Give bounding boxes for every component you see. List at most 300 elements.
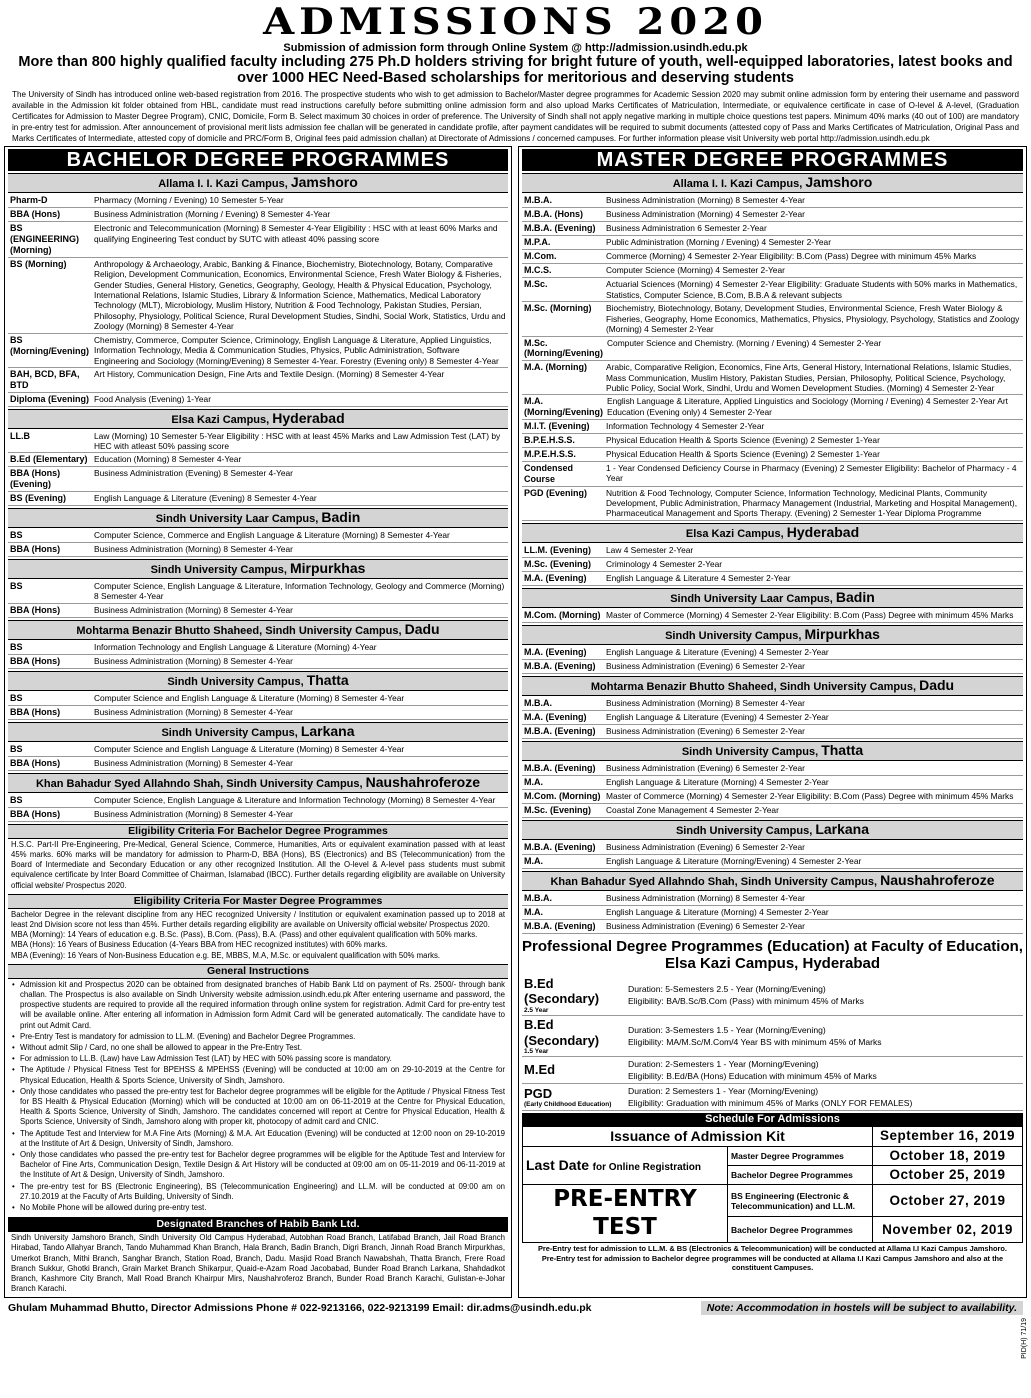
campus-name: Larkana bbox=[300, 722, 355, 739]
campus-heading bbox=[8, 722, 508, 742]
program-description: Electronic and Telecommunication (Morning) 8 Semester 4-Year Eligibility : HSC with at least 60% Marks and qualifying Engineering Test conduct by SUTC with atleast 40% passing score bbox=[94, 223, 498, 244]
campus-prefix: Sindh University Campus, bbox=[167, 675, 304, 688]
program-row bbox=[8, 208, 508, 222]
program-description: Business Administration (Morning) 8 Semester 4-Year bbox=[94, 543, 293, 554]
campus-name: Dadu bbox=[404, 620, 440, 637]
program-row bbox=[8, 543, 508, 557]
pet-date-1: October 27, 2019 bbox=[873, 1185, 1023, 1217]
program-code: M.Com. (Morning) bbox=[524, 790, 601, 801]
program-row bbox=[8, 655, 508, 669]
professional-eligibility: Eligibility: MA/M.Sc/M.Com/4 Year BS with minimum 45% of Marks bbox=[628, 1037, 882, 1047]
program-row bbox=[522, 558, 1023, 572]
professional-program-name: B.Ed (Secondary) bbox=[524, 975, 600, 1007]
campus-name: Hyderabad bbox=[786, 523, 860, 540]
pet-date-2: November 02, 2019 bbox=[873, 1217, 1023, 1243]
program-code: PGD (Evening) bbox=[524, 487, 588, 498]
program-row bbox=[8, 467, 508, 492]
professional-program-name: M.Ed bbox=[524, 1062, 556, 1078]
program-code: M.Com. (Morning) bbox=[524, 609, 601, 620]
program-row bbox=[522, 487, 1023, 521]
program-description: Master of Commerce (Morning) 4 Semester 2-Year Eligibility: B.Com (Pass) Degree with minimum 45% Marks bbox=[606, 790, 1014, 801]
kit-date: September 16, 2019 bbox=[873, 1127, 1023, 1147]
campus-prefix: Elsa Kazi Campus, bbox=[171, 413, 270, 426]
campus-heading bbox=[8, 773, 508, 793]
professional-program-sub: 1.5 Year bbox=[524, 1048, 549, 1056]
program-code: M.A. (Evening) bbox=[524, 572, 587, 583]
campus-prefix: Khan Bahadur Syed Allahndo Shah, Sindh University Campus, bbox=[550, 875, 878, 888]
program-row bbox=[8, 222, 508, 257]
program-description: Nutrition & Food Technology, Computer Science, Information Technology, Medicinal Plants, Community Development, Public Administration, Pharmacy Management (Industrial, Marketing and Hospital Management), Pharmaceutical Management and Sports Therapy. (Evening) 2 Semester 1-Year Diploma Programme bbox=[606, 487, 1018, 519]
professional-duration: Duration: 2-Semesters 1 - Year (Morning/Evening) bbox=[628, 1059, 819, 1070]
campus-name: Jamshoro bbox=[290, 174, 358, 191]
professional-row bbox=[522, 1084, 1023, 1111]
campus-heading bbox=[522, 173, 1023, 193]
campus-prefix: Sindh University Campus, bbox=[681, 745, 819, 758]
program-row bbox=[522, 609, 1023, 623]
program-row bbox=[522, 841, 1023, 855]
program-description: Law (Morning) 10 Semester 5-Year Eligibility : HSC with at least 45% Marks and Law Admission Test (LAT) by HEC with atleast 50% passing score bbox=[94, 430, 501, 451]
program-code: M.A. bbox=[524, 776, 543, 787]
program-description: Business Administration (Evening) 6 Semester 2-Year bbox=[606, 660, 805, 671]
program-row bbox=[522, 906, 1023, 920]
professional-title: Professional Degree Programmes (Education) at Faculty of Education, Elsa Kazi Campus, Hyderabad bbox=[522, 937, 1023, 972]
program-code: M.Sc. (Morning) bbox=[524, 303, 592, 314]
master-column bbox=[518, 146, 1027, 1298]
program-row bbox=[522, 544, 1023, 558]
program-description: Criminology 4 Semester 2-Year bbox=[606, 558, 723, 569]
program-row bbox=[522, 776, 1023, 790]
campus-heading bbox=[8, 508, 508, 528]
program-row bbox=[522, 790, 1023, 804]
page-title: ADMISSIONS 2020 bbox=[263, 0, 768, 44]
program-row bbox=[8, 743, 508, 757]
program-code: M.Sc. (Morning/Evening) bbox=[524, 337, 603, 359]
professional-row bbox=[522, 1016, 1023, 1057]
program-row bbox=[522, 361, 1023, 395]
admission-advertisement bbox=[0, 2, 1031, 1398]
program-description: Business Administration (Evening) 6 Semester 2-Year bbox=[606, 725, 805, 736]
professional-details bbox=[626, 982, 1023, 1008]
program-description: Physical Education Health & Sports Science (Evening) 2 Semester 1-Year bbox=[606, 448, 880, 459]
program-code: M.I.T. (Evening) bbox=[524, 420, 590, 431]
professional-duration: Duration: 5-Semesters 2.5 - Year (Morning/Evening) bbox=[628, 983, 826, 994]
program-row bbox=[8, 692, 508, 706]
professional-eligibility: Eligibility: BA/B.Sc/B.Com (Pass) with minimum 45% of Marks bbox=[628, 995, 864, 1006]
last-prog-1: Master Degree Programmes bbox=[728, 1146, 873, 1165]
program-row bbox=[522, 697, 1023, 711]
hbl-branches: Sindh University Jamshoro Branch, Sindh University Old Campus Hyderabad, Autobhan Road Branch, Latifabad Branch, Jail Road Branch Hirabad, Tando Allahyar Branch, Tando Muhammad Khan Branch, Hala Branch, Badin Branch, Digri Branch, Jinnah Road Branch Mirpurkhas, Umerkot Branch, Mithi Branch, Sanghar Branch, Station Road, Branch, Dadu. Masjid Road Branch Nawabshah, Thatta Branch, Frere Road Branch Sukkur, Ghotki Branch, Grain Market Branch Shikarpur, Quaid-e-Azam Road Jacobabad, Bunder Road Branch Larkana, Shahdadkot Branch, Kashmore City Branch, Mall Road Branch Khairpur Mirs, Naushahroferoz Branch, Bunder Road Branch Karachi, Gulistan-e-Johar Branch Karachi. bbox=[11, 1233, 505, 1294]
program-code: BBA (Hons) bbox=[10, 757, 61, 768]
elig-bachelor-title: Eligibility Criteria For Bachelor Degree Programmes bbox=[8, 824, 508, 839]
program-row bbox=[522, 892, 1023, 906]
elig-bachelor-text: H.S.C. Part-II Pre-Engineering, Pre-Medical, General Science, Commerce, Humanities, Arts or equivalent examination passed with at least 45% marks. 60% marks will be mandatory for admission to Pharm-D, BBA (Hons), BS (Electronics) and BS (Telecommunication) from the Board of Intermediate and Secondary Education or any other recognized Institution. All the O-level & A-level pass students must submit equivalence certificate by Inter Board Committee of Chairman, Islamabad (IBCC). Further details regarding eligibility are available on University official website/ Prospectus 2020. bbox=[11, 839, 505, 890]
program-code: BS bbox=[10, 743, 23, 754]
program-row bbox=[8, 393, 508, 407]
program-description: Food Analysis (Evening) 1-Year bbox=[94, 393, 212, 404]
campus-heading bbox=[522, 741, 1023, 761]
program-row bbox=[8, 492, 508, 506]
program-code: B.P.E.H.S.S. bbox=[524, 434, 575, 445]
campus-prefix: Allama I. I. Kazi Campus, bbox=[158, 178, 288, 191]
campus-heading bbox=[522, 676, 1023, 696]
program-row bbox=[522, 725, 1023, 739]
elig-master-para: Bachelor Degree in the relevant discipline from any HEC recognized University / Institution or equivalent examination passed up to 2018 at least 2nd Division score not less than 45%. Further details regarding eligibility are available on University official website/ Prospectus 2020. bbox=[11, 909, 505, 929]
tagline: More than 800 highly qualified faculty including 275 Ph.D holders striving for bright future of youth, well-equipped laboratories, latest books and over 1000 HEC Need-Based scholarships for meritorious and deserving students bbox=[18, 54, 1013, 86]
professional-program-sub: (Early Childhood Education) bbox=[524, 1101, 612, 1109]
program-description: Business Administration 6 Semester 2-Year bbox=[606, 223, 767, 234]
pet-prog-2: Bachelor Degree Programmes bbox=[728, 1217, 873, 1243]
program-code: LL.B bbox=[10, 430, 30, 441]
campus-heading bbox=[522, 625, 1023, 645]
professional-details bbox=[626, 1023, 1023, 1049]
program-row bbox=[8, 430, 508, 454]
program-code: M.Sc. (Evening) bbox=[524, 804, 592, 815]
campus-name: Naushahroferoze bbox=[365, 773, 480, 790]
program-row bbox=[522, 762, 1023, 776]
elig-master-line: MBA (Hons): 16 Years of Business Education (4-Years BBA from HEC recognized institutes) with 60% marks. bbox=[11, 940, 388, 950]
program-row bbox=[522, 646, 1023, 660]
program-code: Pharm-D bbox=[10, 195, 48, 206]
pet-prog-1: BS Engineering (Electronic & Telecommunication) and LL.M. bbox=[728, 1185, 873, 1217]
program-code: BS (Evening) bbox=[10, 492, 67, 503]
professional-duration: Duration: 2 Semesters 1 - Year (Morning/Evening) bbox=[628, 1086, 819, 1097]
program-code: M.B.A. (Evening) bbox=[524, 920, 596, 931]
program-description: Education (Morning) 8 Semester 4-Year bbox=[94, 454, 242, 465]
program-code: BBA (Hons) (Evening) bbox=[10, 468, 61, 490]
program-code: M.P.A. bbox=[524, 237, 551, 248]
professional-program-name: B.Ed (Secondary) bbox=[524, 1016, 600, 1048]
schedule-notes bbox=[522, 1244, 1023, 1273]
program-row bbox=[522, 194, 1023, 208]
instruction-item: • Only those candidates who passed the pre-entry test for Bachelor degree programmes will be eligible for the Aptitude Test and Interview for Bachelor of Fine Arts, Communication Design, Textile Design & Art History will be conducted at 09:00 am on 05-11-2019 and 06-11-2019 at the Institute of Art & Design, University of Sindh, Jamshoro. bbox=[11, 1150, 505, 1181]
program-description: Computer Science, English Language & Literature and Information Technology (Morning) 8 Semester 4-Year bbox=[94, 794, 496, 805]
program-row bbox=[8, 368, 508, 393]
program-code: M.B.A. (Evening) bbox=[524, 660, 596, 671]
campus-prefix: Sindh University Laar Campus, bbox=[155, 512, 319, 525]
campus-name: Mirpurkhas bbox=[804, 625, 880, 642]
program-code: M.B.A. (Evening) bbox=[524, 841, 596, 852]
campus-heading bbox=[8, 559, 508, 579]
program-row bbox=[8, 641, 508, 655]
kit-label: Issuance of Admission Kit bbox=[523, 1127, 873, 1147]
program-row bbox=[522, 448, 1023, 462]
accommodation-note: Note: Accommodation in hostels will be subject to availability. bbox=[701, 1301, 1023, 1315]
program-description: Actuarial Sciences (Morning) 4 Semester 2-Year Eligibility: Graduate Students with 50% marks in Mathematics, Statistics, Computer Science, B.Com, B.B.A & relevant subjects bbox=[606, 279, 1018, 300]
program-row bbox=[522, 302, 1023, 336]
professional-eligibility: Eligibility: B.Ed/BA (Hons) Education with minimum 45% of Marks bbox=[628, 1071, 877, 1082]
program-code: BBA (Hons) bbox=[10, 808, 61, 819]
professional-row bbox=[522, 975, 1023, 1016]
program-code: M.B.A. bbox=[524, 697, 552, 708]
program-code: Condensed Course bbox=[524, 462, 574, 484]
campus-name: Larkana bbox=[815, 820, 870, 837]
program-description: Biochemistry, Biotechnology, Botany, Development Studies, Environmental Science, Fresh Water Biology & Fisheries, Geography, Home Economics, Mathematics, Physics, Physiology, Psychology, Statistics and Zoology (Morning) 4 Semester 2-Year bbox=[606, 303, 1020, 335]
professional-program-sub: 2.5 Year bbox=[524, 1006, 549, 1014]
program-code: LL.M. (Evening) bbox=[524, 544, 591, 555]
program-code: M.A. bbox=[524, 906, 543, 917]
campus-heading bbox=[8, 620, 508, 640]
contact-line: Ghulam Muhammad Bhutto, Director Admissions Phone # 022-9213166, 022-9213199 Email: dir.adms@usindh.edu.pk bbox=[8, 1302, 592, 1315]
professional-program-name: PGD bbox=[524, 1085, 553, 1101]
professional-eligibility: Eligibility: Graduation with minimum 45% of Marks (ONLY FOR FEMALES) bbox=[628, 1098, 913, 1109]
program-row bbox=[8, 194, 508, 208]
program-description: English Language & Literature (Evening) 8 Semester 4-Year bbox=[94, 492, 317, 503]
program-description: Business Administration (Evening) 6 Semester 2-Year bbox=[606, 841, 805, 852]
program-description: Master of Commerce (Morning) 4 Semester 2-Year Eligibility: B.Com (Pass) Degree with minimum 45% Marks bbox=[606, 609, 1014, 620]
elig-master-line: MBA (Morning): 14 Years of education e.g. B.Sc. (Pass), B.Com. (Pass), B.A. (Pass) and other equivalent qualification with 50% marks. bbox=[11, 930, 478, 940]
program-row bbox=[8, 604, 508, 618]
professional-program bbox=[522, 1061, 626, 1079]
program-row bbox=[522, 208, 1023, 222]
program-description: Computer Science (Morning) 4 Semester 2-Year bbox=[606, 265, 785, 276]
program-description: English Language & Literature 4 Semester 2-Year bbox=[606, 572, 791, 583]
program-code: BS (Morning/Evening) bbox=[10, 334, 89, 356]
program-row bbox=[8, 757, 508, 771]
program-row bbox=[522, 420, 1023, 434]
elig-master-title: Eligibility Criteria For Master Degree Programmes bbox=[8, 894, 508, 909]
elig-master-text bbox=[8, 909, 508, 962]
program-description: Business Administration (Morning) 8 Semester 4-Year bbox=[606, 697, 805, 708]
bachelor-column bbox=[4, 146, 512, 1298]
instruction-item: • Pre-Entry Test is mandatory for admission to LL.M. (Evening) and Bachelor Degree Programmes. bbox=[11, 1032, 505, 1042]
program-code: BAH, BCD, BFA, BTD bbox=[10, 368, 80, 390]
last-date-main: Last Date bbox=[526, 1157, 590, 1174]
program-row bbox=[522, 855, 1023, 869]
instruction-item: • No Mobile Phone will be allowed during pre-entry test. bbox=[11, 1203, 505, 1213]
program-row bbox=[522, 236, 1023, 250]
pre-entry-test-label: PRE-ENTRY TEST bbox=[523, 1185, 728, 1243]
program-code: BS bbox=[10, 641, 23, 652]
program-code: M.Com. bbox=[524, 251, 557, 262]
campus-name: Thatta bbox=[306, 671, 349, 688]
campus-name: Naushahroferoze bbox=[880, 871, 995, 888]
program-code: B.Ed (Elementary) bbox=[10, 454, 88, 465]
program-row bbox=[522, 920, 1023, 934]
program-code: M.B.A. (Hons) bbox=[524, 209, 583, 220]
last-date-sub: for Online Registration bbox=[592, 1162, 701, 1174]
program-code: BS bbox=[10, 794, 23, 805]
program-row bbox=[522, 278, 1023, 302]
last-date-label bbox=[523, 1146, 728, 1184]
professional-details bbox=[626, 1084, 1023, 1110]
program-code: M.A. (Evening) bbox=[524, 711, 587, 722]
campus-name: Badin bbox=[321, 508, 361, 525]
program-code: M.C.S. bbox=[524, 265, 552, 276]
program-description: English Language & Literature (Morning) 4 Semester 2-Year bbox=[606, 906, 829, 917]
program-row bbox=[8, 529, 508, 543]
instruction-item: • The pre-entry test for BS (Electronic Engineering), BS (Telecommunication Engineering) and LL.M. will be conducted at 09:00 am on 27.10.2019 at the Faculty of Arts Building, University of Sindh. bbox=[11, 1182, 505, 1202]
program-row bbox=[522, 572, 1023, 586]
program-description: English Language & Literature (Evening) 4 Semester 2-Year bbox=[606, 646, 829, 657]
program-description: Business Administration (Morning) 4 Semester 2-Year bbox=[606, 209, 805, 220]
program-description: Law 4 Semester 2-Year bbox=[606, 544, 694, 555]
program-description: Information Technology 4 Semester 2-Year bbox=[606, 420, 765, 431]
program-description: Arabic, Comparative Religion, Economics, Fine Arts, General History, International Relations, Islamic Studies, Mass Communication, Muslim History, Pakistan Studies, Persian, Philosophy, Political Science, Psychology, Public Policy, Social Work, Sindhi, Urdu and Women Development Studies. (Morning) 4 Semester 2-Year bbox=[606, 362, 1012, 393]
program-description: Computer Science and English Language & Literature (Morning) 8 Semester 4-Year bbox=[94, 743, 405, 754]
professional-program bbox=[522, 1016, 626, 1056]
program-row bbox=[522, 222, 1023, 236]
program-description: English Language & Literature (Morning/Evening) 4 Semester 2-Year bbox=[606, 855, 862, 866]
elig-master-line: MBA (Evening): 16 Years of Non-Business Education e.g. BE, MBBS, M.A, M.Sc. or equivalent qualification with 50% marks. bbox=[11, 950, 441, 960]
program-row bbox=[8, 580, 508, 604]
instruction-item: • The Aptitude Test and Interview for M.A Fine Arts (Morning) & M.A. Art Education (Evening) will be conducted at 12:00 noon on 29-10-2019 at the Institute of Art & Design, University of Sindh, Jamshoro. bbox=[11, 1129, 505, 1149]
program-row bbox=[522, 804, 1023, 818]
program-row bbox=[522, 711, 1023, 725]
footer bbox=[4, 1301, 1027, 1315]
campus-prefix: Sindh University Campus, bbox=[675, 824, 813, 837]
campus-prefix: Elsa Kazi Campus, bbox=[685, 527, 784, 540]
program-description: English Language & Literature (Evening) 4 Semester 2-Year bbox=[606, 711, 829, 722]
program-code: BS (ENGINEERING) (Morning) bbox=[10, 223, 80, 256]
program-row bbox=[522, 337, 1023, 362]
program-description: Business Administration (Morning / Evening) 8 Semester 4-Year bbox=[94, 209, 331, 220]
schedule-title: Schedule For Admissions bbox=[522, 1113, 1023, 1126]
campus-heading bbox=[522, 820, 1023, 840]
campus-heading bbox=[522, 871, 1023, 891]
program-code: M.A. (Morning) bbox=[524, 362, 587, 373]
publication-code: PID(H) 71/19 bbox=[1020, 1318, 1028, 1359]
program-code: M.B.A. (Evening) bbox=[524, 725, 596, 736]
program-code: BBA (Hons) bbox=[10, 604, 61, 615]
program-description: Business Administration (Morning) 8 Semester 4-Year bbox=[94, 655, 293, 666]
campus-heading bbox=[8, 409, 508, 429]
program-description: English Language & Literature (Morning) 4 Semester 2-Year bbox=[606, 776, 829, 787]
program-row bbox=[522, 264, 1023, 278]
program-row bbox=[522, 434, 1023, 448]
program-description: Business Administration (Morning) 8 Semester 4-Year bbox=[94, 757, 293, 768]
program-row bbox=[8, 334, 508, 368]
hbl-title: Designated Branches of Habib Bank Ltd. bbox=[8, 1217, 508, 1232]
campus-name: Hyderabad bbox=[272, 409, 345, 426]
professional-program bbox=[522, 975, 626, 1015]
program-code: BS bbox=[10, 529, 23, 540]
program-code: Diploma (Evening) bbox=[10, 393, 90, 404]
master-heading: MASTER DEGREE PROGRAMMES bbox=[522, 149, 1023, 171]
program-description: Public Administration (Morning / Evening) 4 Semester 2-Year bbox=[606, 237, 831, 248]
program-description: 1 - Year Condensed Deficiency Course in Pharmacy (Evening) 2 Semester Eligibility: Bachelor of Pharmacy - 4 Year bbox=[606, 462, 1017, 484]
program-description: Business Administration (Morning) 8 Semester 4-Year bbox=[94, 808, 293, 819]
program-description: Commerce (Morning) 4 Semester 2-Year Eligibility: B.Com (Pass) Degree with minimum 45% Marks bbox=[606, 251, 977, 262]
program-code: M.Sc. (Evening) bbox=[524, 558, 592, 569]
program-code: M.A. (Evening) bbox=[524, 646, 587, 657]
program-description: Business Administration (Evening) 8 Semester 4-Year bbox=[94, 468, 293, 479]
program-description: Business Administration (Morning) 8 Semester 4-Year bbox=[94, 604, 293, 615]
program-code: BS (Morning) bbox=[10, 258, 67, 269]
instruction-item: • Admission kit and Prospectus 2020 can be obtained from designated branches of Habib Bank Ltd on payment of Rs. 2500/- through bank challan. The Prospectus is also available on Sindh University website admission.usindh.edu.pk After entering username and password, the prospective students are required to provide all the required information through online system for registration. Admit Card for pre-entry test will be available online. After entering all information in Admission form Admit Card will be generated automatically. The candidate have to print out Admit Card. bbox=[11, 980, 505, 1031]
campus-prefix: Mohtarma Benazir Bhutto Shaheed, Sindh University Campus, bbox=[590, 680, 917, 693]
program-description: Business Administration (Morning) 8 Semester 4-Year bbox=[94, 706, 293, 717]
schedule-note-2: Pre-Entry test for admission to Bachelor degree programmes will be conducted at Allama I.I Kazi Campus Jamshoro and also at the constituent Campuses. bbox=[541, 1253, 1004, 1273]
program-row bbox=[522, 660, 1023, 674]
campus-heading bbox=[522, 588, 1023, 608]
general-instructions-title: General Instructions bbox=[8, 964, 508, 979]
subtitle: Submission of admission form through Online System @ http://admission.usindh.edu.pk bbox=[283, 42, 748, 54]
program-code: M.B.A. (Evening) bbox=[524, 223, 596, 234]
campus-prefix: Khan Bahadur Syed Allahndo Shah, Sindh University Campus, bbox=[35, 777, 363, 790]
program-code: M.A. (Morning/Evening) bbox=[524, 396, 603, 418]
program-row bbox=[8, 794, 508, 808]
program-description: Information Technology and English Language & Literature (Morning) 4-Year bbox=[94, 641, 377, 652]
program-row bbox=[8, 706, 508, 720]
campus-prefix: Sindh University Campus, bbox=[665, 629, 802, 642]
program-row bbox=[8, 258, 508, 334]
program-description: Business Administration (Evening) 6 Semester 2-Year bbox=[606, 920, 805, 931]
program-row bbox=[8, 808, 508, 822]
program-code: BBA (Hons) bbox=[10, 706, 61, 717]
program-code: M.B.A. bbox=[524, 892, 552, 903]
program-description: Chemistry, Commerce, Computer Science, Criminology, English Language & Literature, Applied Linguistics, Information Technology, Media & Communication Studies, Physics, Public Administration, Software Engineering and Sociology (Morning/Evening) 8 Semester 4-Year. Forestry (Evening only) 8 Semester 4-Year bbox=[94, 334, 499, 366]
last-date-1: October 18, 2019 bbox=[873, 1146, 1023, 1165]
campus-heading bbox=[8, 173, 508, 193]
program-code: M.A. bbox=[524, 855, 543, 866]
campus-heading bbox=[522, 523, 1023, 543]
header bbox=[4, 2, 1027, 86]
program-code: BS bbox=[10, 692, 23, 703]
program-description: Computer Science, Commerce and English Language & Literature (Morning) 8 Semester 4-Year bbox=[94, 529, 450, 540]
program-code: M.B.A. bbox=[524, 195, 552, 206]
campus-prefix: Sindh University Laar Campus, bbox=[670, 592, 833, 605]
program-description: Business Administration (Evening) 6 Semester 2-Year bbox=[606, 762, 805, 773]
general-instructions-list bbox=[8, 979, 508, 1215]
program-row bbox=[8, 453, 508, 467]
program-description: Pharmacy (Morning / Evening) 10 Semester 5-Year bbox=[94, 195, 284, 206]
program-description: Computer Science and English Language & Literature (Morning) 8 Semester 4-Year bbox=[94, 692, 405, 703]
instruction-item: • Without admit Slip / Card, no one shall be allowed to appear in the Pre-Entry Test. bbox=[11, 1043, 505, 1053]
program-description: Coastal Zone Management 4 Semester 2-Year bbox=[606, 804, 779, 815]
program-description: Computer Science, English Language & Literature, Information Technology, Geology and Commerce (Morning) 8 Semester 4-Year bbox=[94, 580, 505, 602]
program-description: Anthropology & Archaeology, Arabic, Banking & Finance, Biochemistry, Biotechnology, Botany, Comparative Religion, Development Communication, Economics, Environmental Science, Fresh Water Biology & Fisheries, Gender Studies, General History, Genetics, Geography, Geology, Health & Physical Education, Psychology, International Relations, Islamic Studies, Library & Information Science, Mathematics, Medical Laboratory Technology (MLT), Microbiology, Muslim History, Nutrition & Food Technology, Pakistan Studies, Persian, Philosophy, Physiology, Political Science, Rural Development Studies, Sindhi, Social Work, Statistics, Urdu and Zoology (Morning) 8 Semester 4-Year bbox=[94, 258, 506, 332]
last-prog-2: Bachelor Degree Programmes bbox=[728, 1166, 873, 1185]
campus-prefix: Sindh University Campus, bbox=[150, 563, 287, 576]
campus-name: Jamshoro bbox=[805, 174, 873, 191]
program-code: BS bbox=[10, 580, 23, 591]
campus-prefix: Allama I. I. Kazi Campus, bbox=[672, 178, 803, 191]
campus-prefix: Mohtarma Benazir Bhutto Shaheed, Sindh University Campus, bbox=[76, 624, 402, 637]
program-row bbox=[522, 462, 1023, 487]
professional-program bbox=[522, 1085, 626, 1110]
program-code: M.Sc. bbox=[524, 279, 548, 290]
program-row bbox=[522, 250, 1023, 264]
program-description: English Language & Literature, Applied Linguistics and Sociology (Morning / Evening) 4 Semester 2-Year Art Education (Evening only) 4 Semester 2-Year bbox=[607, 396, 1008, 417]
instruction-item: • For admission to LL.B. (Law) have Law Admission Test (LAT) by HEC with 50% passing score is mandatory. bbox=[11, 1054, 505, 1064]
program-description: Computer Science and Chemistry. (Morning / Evening) 4 Semester 2-Year bbox=[606, 337, 882, 348]
instruction-item: • The Aptitude / Physical Fitness Test for BPEHSS & MPEHSS (Evening) will be conducted at 10:00 am on 29-10-2019 at the Centre for Physical Education, Health & Sports Science, University of Sindh, Jamshoro. bbox=[11, 1065, 505, 1085]
program-description: Business Administration (Morning) 8 Semester 4-Year bbox=[606, 892, 805, 903]
professional-duration: Duration: 3-Semesters 1.5 - Year (Morning/Evening) bbox=[628, 1025, 826, 1035]
schedule-table bbox=[522, 1126, 1023, 1243]
campus-name: Badin bbox=[835, 588, 875, 605]
campus-name: Mirpurkhas bbox=[289, 559, 366, 576]
program-code: M.P.E.H.S.S. bbox=[524, 448, 576, 459]
campus-name: Thatta bbox=[821, 741, 864, 758]
schedule-note-1: Pre-Entry test for admission to LL.M. & BS (Electronics & Telecommunication) will be conducted at Allama I.I Kazi Campus Jamshoro. bbox=[538, 1244, 1007, 1254]
professional-row bbox=[522, 1057, 1023, 1084]
program-code: BBA (Hons) bbox=[10, 655, 61, 666]
campus-name: Dadu bbox=[919, 676, 955, 693]
instruction-item: • Only those candidates who passed the pre-entry test for Bachelor degree programmes will be eligible for the Aptitude / Physical Fitness Test for BS Health & Physical Education (Morning) which will be conducted at 10:00 am on 06-11-2019 at the Centre for Physical Education, Health & Sports Science, University of Sindh, Jamshoro. The candidates concerned will report at Centre for Physical Education, Health & Sports Science, University of Sindh, Jamshoro along with proper kit, photocopy of admit card and CNIC. bbox=[11, 1087, 505, 1128]
professional-details bbox=[626, 1057, 1023, 1083]
program-description: Business Administration (Morning) 8 Semester 4-Year bbox=[606, 195, 805, 206]
program-description: Physical Education Health & Sports Science (Evening) 2 Semester 1-Year bbox=[606, 434, 880, 445]
program-code: BBA (Hons) bbox=[10, 543, 61, 554]
campus-prefix: Sindh University Campus, bbox=[161, 726, 298, 739]
program-description: Art History, Communication Design, Fine Arts and Textile Design. (Morning) 8 Semester 4-Year bbox=[94, 368, 445, 379]
campus-heading bbox=[8, 671, 508, 691]
program-row bbox=[522, 395, 1023, 420]
program-code: BBA (Hons) bbox=[10, 209, 61, 220]
bachelor-heading: BACHELOR DEGREE PROGRAMMES bbox=[8, 149, 508, 171]
last-date-2: October 25, 2019 bbox=[873, 1166, 1023, 1185]
